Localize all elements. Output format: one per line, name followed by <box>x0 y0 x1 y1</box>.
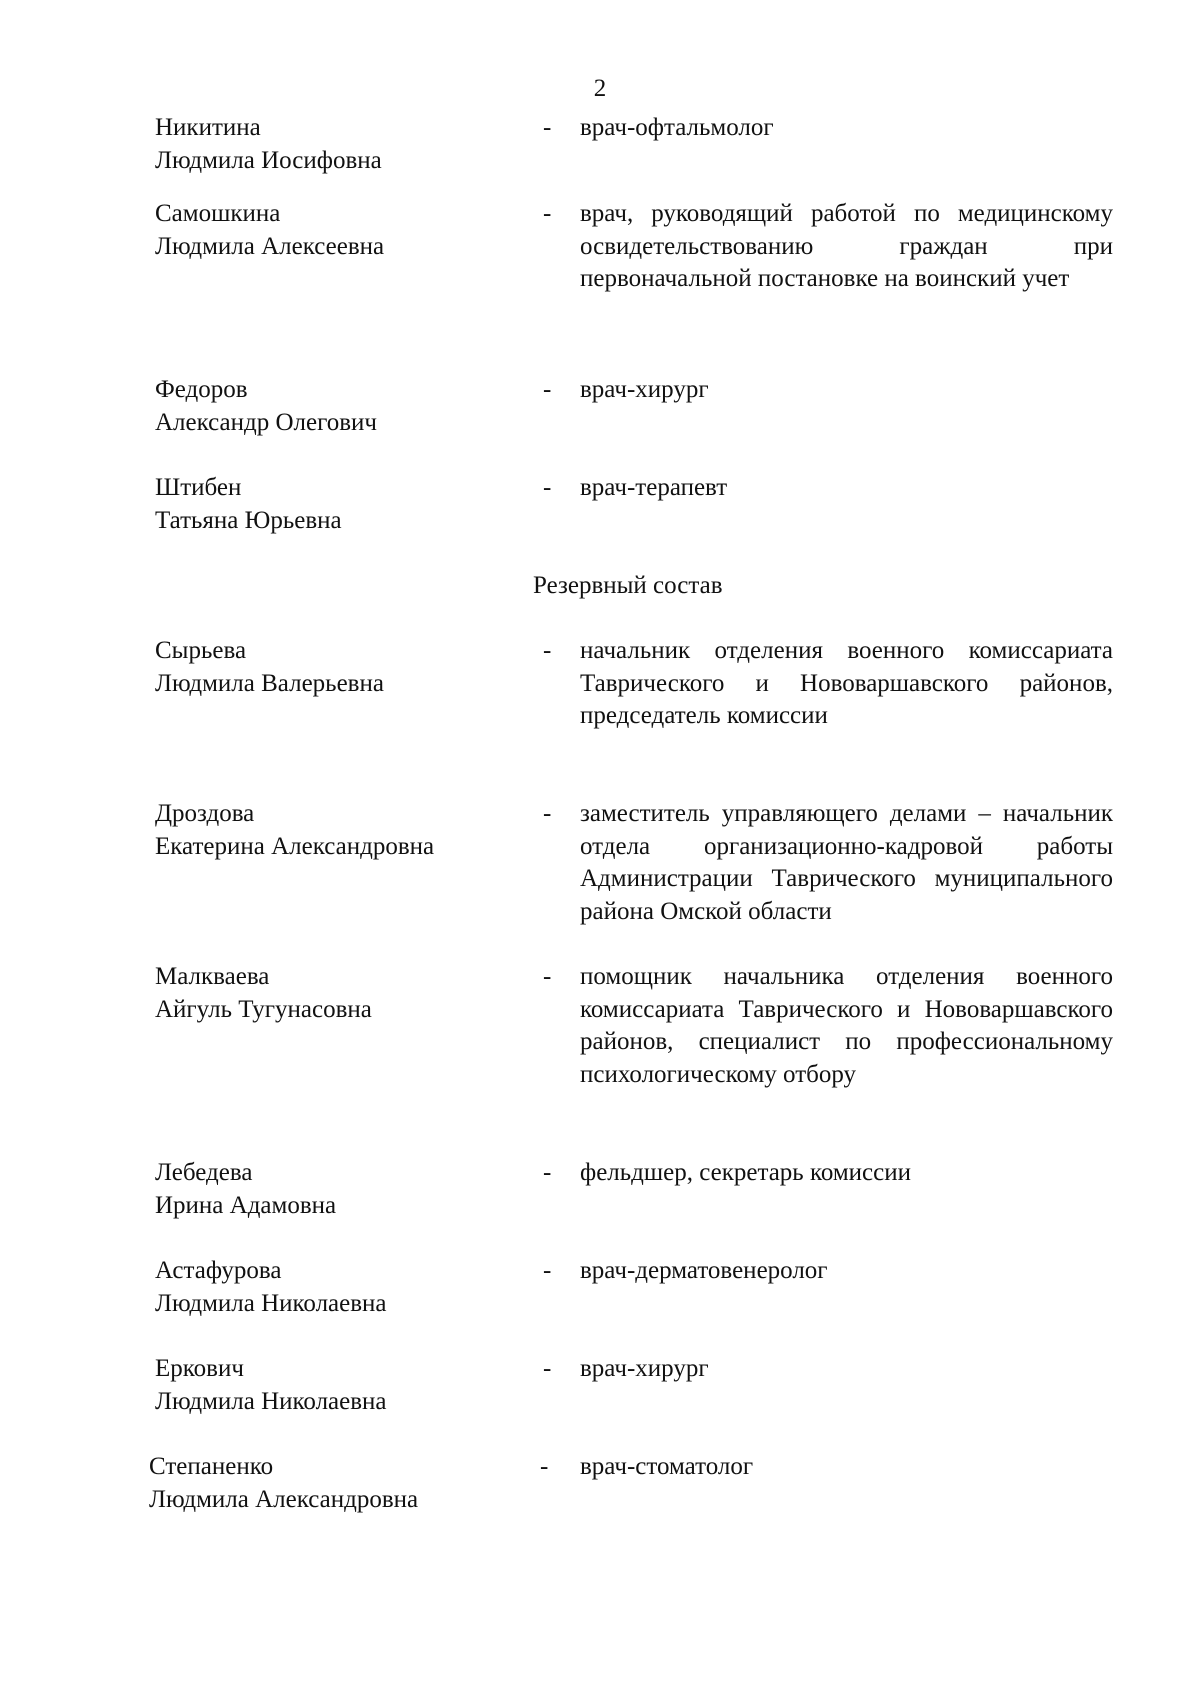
section-title: Резервный состав <box>533 572 723 599</box>
member-given-name: Ирина Адамовна <box>155 1191 337 1219</box>
page-number: 2 <box>593 75 607 102</box>
dash-separator: - <box>543 1355 552 1382</box>
member-given-name: Екатерина Александровна <box>155 832 435 860</box>
member-role: врач-хирург <box>580 376 709 403</box>
dash-separator: - <box>543 474 552 501</box>
member-role: врач-дерматовенеролог <box>580 1257 828 1284</box>
dash-separator: - <box>543 800 552 827</box>
member-role: помощник начальника отделения военного комиссариата Таврического и Нововаршавского районов, специалист по профессиональному психологическому отбору <box>580 963 1113 1088</box>
member-name <box>155 374 535 439</box>
member-role: фельдшер, секретарь комиссии <box>580 1159 912 1186</box>
member-given-name: Людмила Алексеевна <box>155 232 385 260</box>
dash-separator: - <box>543 114 552 141</box>
member-given-name: Александр Олегович <box>155 408 378 436</box>
member-surname: Малкваева <box>155 963 270 990</box>
member-surname: Сырьева <box>155 637 247 664</box>
member-name <box>155 1353 535 1418</box>
member-given-name: Людмила Николаевна <box>155 1289 387 1317</box>
member-name <box>155 798 535 863</box>
member-given-name: Людмила Валерьевна <box>155 669 384 697</box>
member-role: начальник отделения военного комиссариата Таврического и Нововаршавского районов, председатель комиссии <box>580 637 1113 729</box>
member-given-name: Айгуль Тугунасовна <box>155 995 372 1023</box>
member-given-name: Татьяна Юрьевна <box>155 506 342 534</box>
member-name <box>155 112 535 177</box>
dash-separator: - <box>543 200 552 227</box>
dash-separator: - <box>543 1159 552 1186</box>
member-surname: Лебедева <box>155 1159 253 1186</box>
member-surname: Штибен <box>155 474 242 501</box>
member-given-name: Людмила Александровна <box>149 1485 419 1513</box>
member-role: врач, руководящий работой по медицинскому освидетельствованию граждан при первоначальной постановке на воинский учет <box>580 200 1113 292</box>
dash-separator: - <box>543 376 552 403</box>
member-role: врач-хирург <box>580 1355 709 1382</box>
dash-separator: - <box>543 963 552 990</box>
member-surname: Астафурова <box>155 1257 282 1284</box>
member-role: врач-терапевт <box>580 474 728 501</box>
member-surname: Никитина <box>155 114 261 141</box>
member-surname: Федоров <box>155 376 248 403</box>
member-name <box>155 198 535 263</box>
member-given-name: Людмила Иосифовна <box>155 146 382 174</box>
member-name <box>149 1451 529 1516</box>
dash-separator: - <box>543 1257 552 1284</box>
member-role: врач-офтальмолог <box>580 114 774 141</box>
member-name <box>155 635 535 700</box>
member-name <box>155 961 535 1026</box>
member-surname: Еркович <box>155 1355 244 1382</box>
member-name <box>155 472 535 537</box>
member-given-name: Людмила Николаевна <box>155 1387 387 1415</box>
dash-separator: - <box>543 637 552 664</box>
dash-separator: - <box>540 1453 549 1480</box>
member-surname: Самошкина <box>155 200 281 227</box>
member-name <box>155 1255 535 1320</box>
member-role: врач-стоматолог <box>580 1453 754 1480</box>
member-role: заместитель управляющего делами – начальник отдела организационно-кадровой работы Администрации Таврического муниципального района Омской области <box>580 800 1113 925</box>
member-surname: Дроздова <box>155 800 255 827</box>
member-surname: Степаненко <box>149 1453 274 1480</box>
member-name <box>155 1157 535 1222</box>
